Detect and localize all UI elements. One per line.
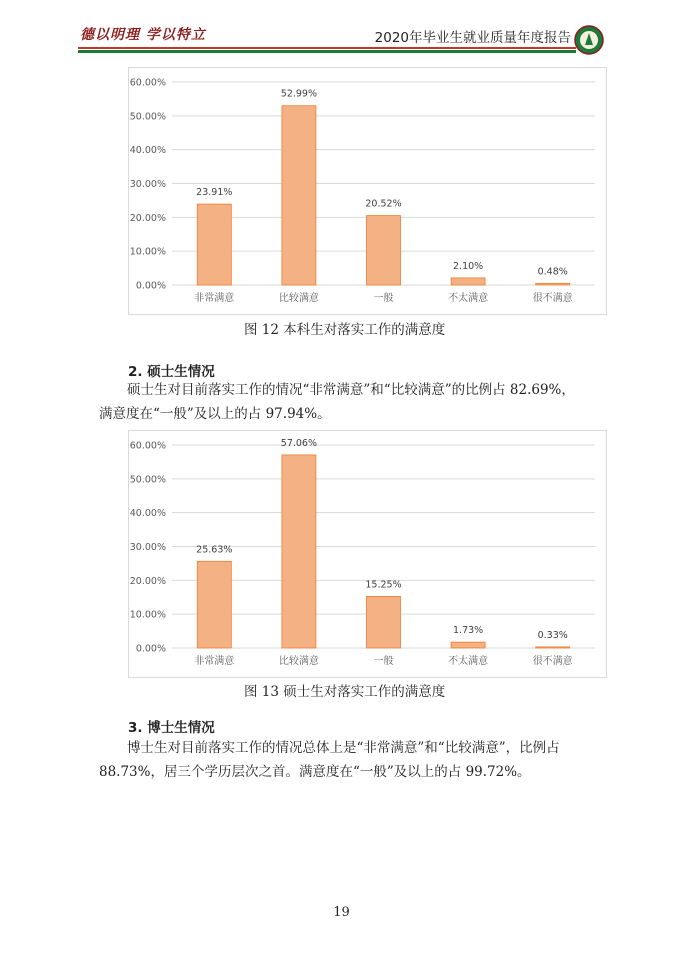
y-tick-label: 60.00% xyxy=(129,77,166,89)
page-number: 19 xyxy=(333,905,350,920)
data-label: 25.63% xyxy=(196,544,233,556)
doctoral-heading: 3. 博士生情况 xyxy=(128,720,215,736)
header-motto: 德以明理 学以特立 xyxy=(80,27,206,43)
report-title: 2020年毕业生就业质量年度报告 xyxy=(374,30,571,46)
y-tick-label: 30.00% xyxy=(129,179,166,190)
data-label: 1.73% xyxy=(453,625,484,637)
bar xyxy=(197,561,231,648)
x-tick-label: 不太满意 xyxy=(448,293,489,304)
bar xyxy=(367,596,401,648)
y-tick-label: 40.00% xyxy=(129,508,166,520)
bar xyxy=(451,642,485,648)
y-tick-label: 50.00% xyxy=(129,474,166,486)
data-label: 0.48% xyxy=(537,266,568,278)
data-label: 52.99% xyxy=(280,88,318,100)
bar xyxy=(536,647,570,648)
data-label: 23.91% xyxy=(196,187,233,199)
doctoral-paragraph: 博士生对目前落实工作的情况总体上是“非常满意”和“比较满意”，比例占 88.73%，居三个学历层次之首。满意度在“一般”及以上的占 99.72%。 xyxy=(99,740,560,780)
data-label: 2.10% xyxy=(453,260,484,272)
y-tick-label: 50.00% xyxy=(129,111,166,123)
bar xyxy=(536,283,570,285)
bar xyxy=(367,216,401,285)
y-tick-label: 60.00% xyxy=(129,440,166,452)
figure-13-caption: 图 13 硕士生对落实工作的满意度 xyxy=(244,684,446,700)
data-label: 20.52% xyxy=(365,198,402,210)
bar xyxy=(197,204,231,285)
x-tick-label: 很不满意 xyxy=(532,293,573,304)
data-label: 15.25% xyxy=(365,579,402,591)
masters-paragraph: 硕士生对目前落实工作的情况“非常满意”和“比较满意”的比例占 82.69%，满意度在“一般”及以上的占 97.94%。 xyxy=(99,382,575,422)
header-rule-green xyxy=(78,50,576,53)
y-tick-label: 10.00% xyxy=(129,609,166,621)
y-tick-label: 20.00% xyxy=(129,575,166,587)
x-tick-label: 不太满意 xyxy=(448,656,489,667)
x-tick-label: 一般 xyxy=(373,656,394,667)
x-tick-label: 非常满意 xyxy=(194,656,235,667)
data-label: 0.33% xyxy=(537,629,568,641)
figure-12-caption: 图 12 本科生对落实工作的满意度 xyxy=(244,322,446,338)
chart-svg-masters xyxy=(129,431,606,677)
x-tick-label: 很不满意 xyxy=(532,656,573,667)
y-tick-label: 0.00% xyxy=(135,643,166,655)
chart-svg-undergraduate xyxy=(129,68,606,314)
y-tick-label: 30.00% xyxy=(129,542,166,553)
x-tick-label: 比较满意 xyxy=(278,293,319,304)
chart-masters-satisfaction xyxy=(128,430,607,678)
chart-undergraduate-satisfaction xyxy=(128,67,607,315)
bar xyxy=(451,278,485,285)
x-tick-label: 非常满意 xyxy=(194,293,235,304)
y-tick-label: 0.00% xyxy=(135,280,166,292)
y-tick-label: 20.00% xyxy=(129,212,166,224)
masters-heading: 2. 硕士生情况 xyxy=(128,364,215,380)
data-label: 57.06% xyxy=(280,437,318,449)
university-logo-icon xyxy=(574,25,604,55)
y-tick-label: 40.00% xyxy=(129,145,166,157)
x-tick-label: 比较满意 xyxy=(278,656,319,667)
bar xyxy=(282,455,316,648)
y-tick-label: 10.00% xyxy=(129,246,166,258)
bar xyxy=(282,106,316,285)
x-tick-label: 一般 xyxy=(373,293,394,304)
header-rule-red xyxy=(78,47,576,49)
